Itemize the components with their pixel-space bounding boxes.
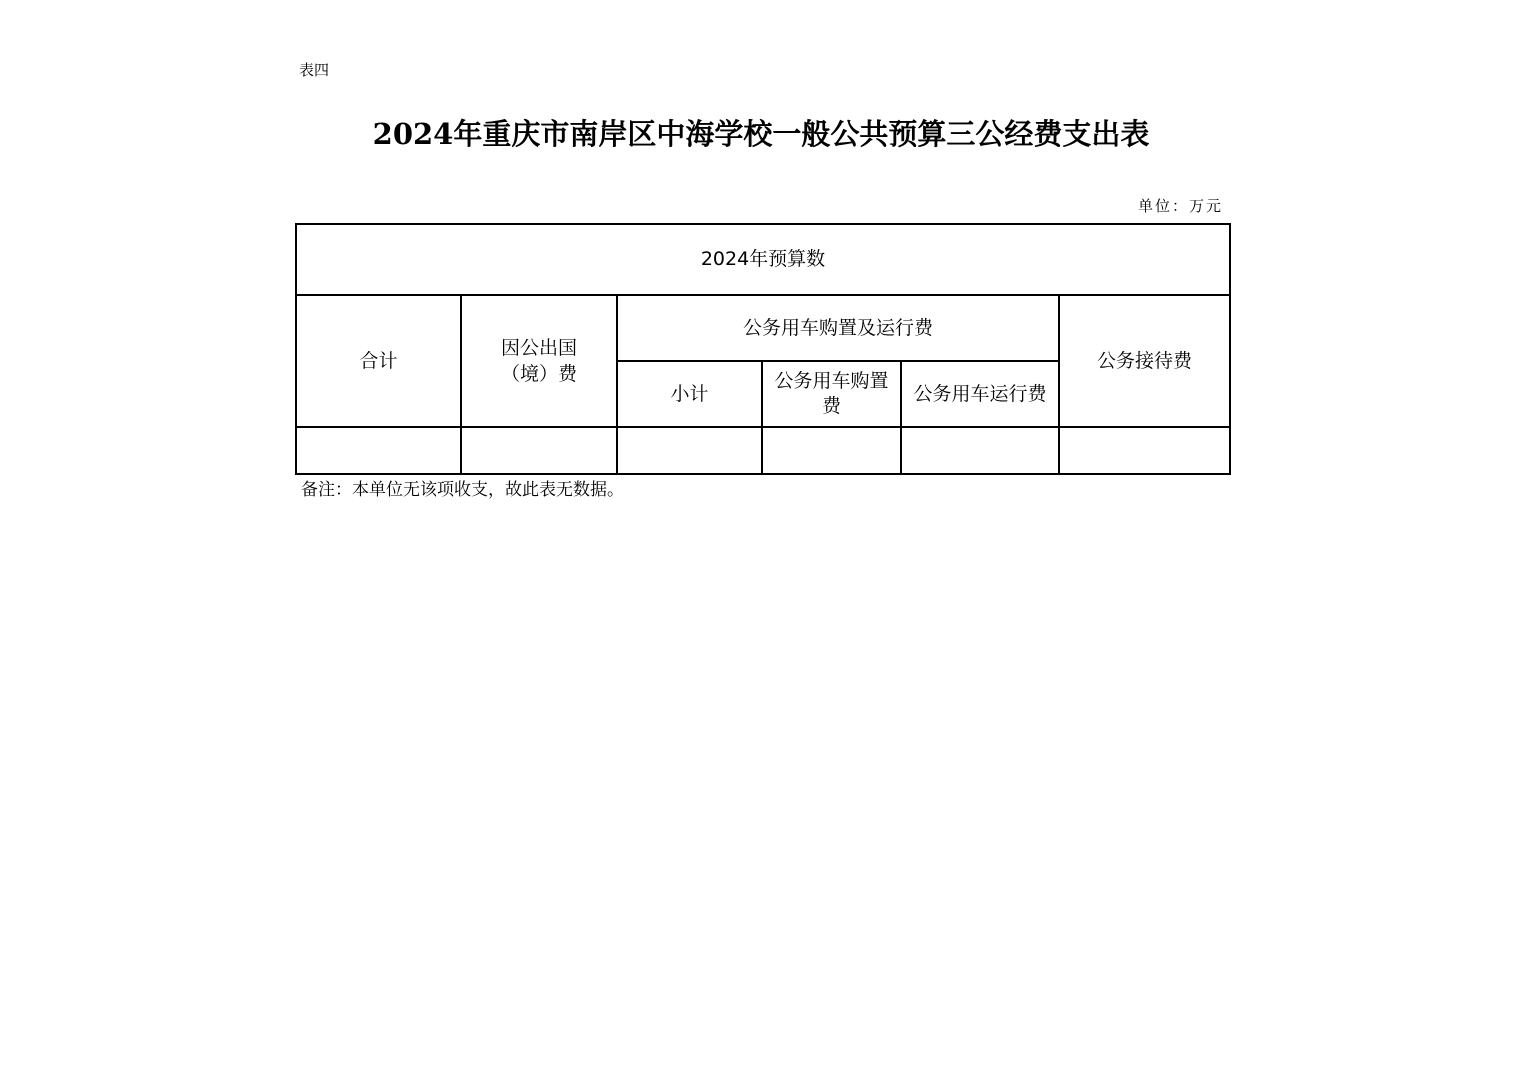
unit-label: 单位：万元 [1137,197,1223,215]
header-vehicle-subtotal: 小计 [617,361,762,427]
header-reception-expense: 公务接待费 [1059,295,1230,427]
table-header-row-2 [296,295,1230,361]
budget-table [295,223,1231,475]
footnote: 备注：本单位无该项收支，故此表无数据。 [301,480,624,500]
header-budget-2024: 2024年预算数 [296,224,1230,295]
cell-reception [1059,427,1230,474]
header-total: 合计 [296,295,461,427]
header-vehicle-purchase: 公务用车购置费 [762,361,901,427]
header-vehicle-group: 公务用车购置及运行费 [617,295,1059,361]
cell-abroad [461,427,617,474]
cell-total [296,427,461,474]
table-number: 表四 [299,61,330,79]
cell-vehicle-subtotal [617,427,762,474]
cell-vehicle-purchase [762,427,901,474]
table-row [296,427,1230,474]
cell-vehicle-operation [901,427,1059,474]
table-header-row-1 [296,224,1230,295]
header-vehicle-operation: 公务用车运行费 [901,361,1059,427]
header-abroad-expense [461,295,617,427]
document-title: 2024年重庆市南岸区中海学校一般公共预算三公经费支出表 [372,117,1150,151]
header-abroad-expense-label: 因公出国（境）费 [500,337,577,385]
